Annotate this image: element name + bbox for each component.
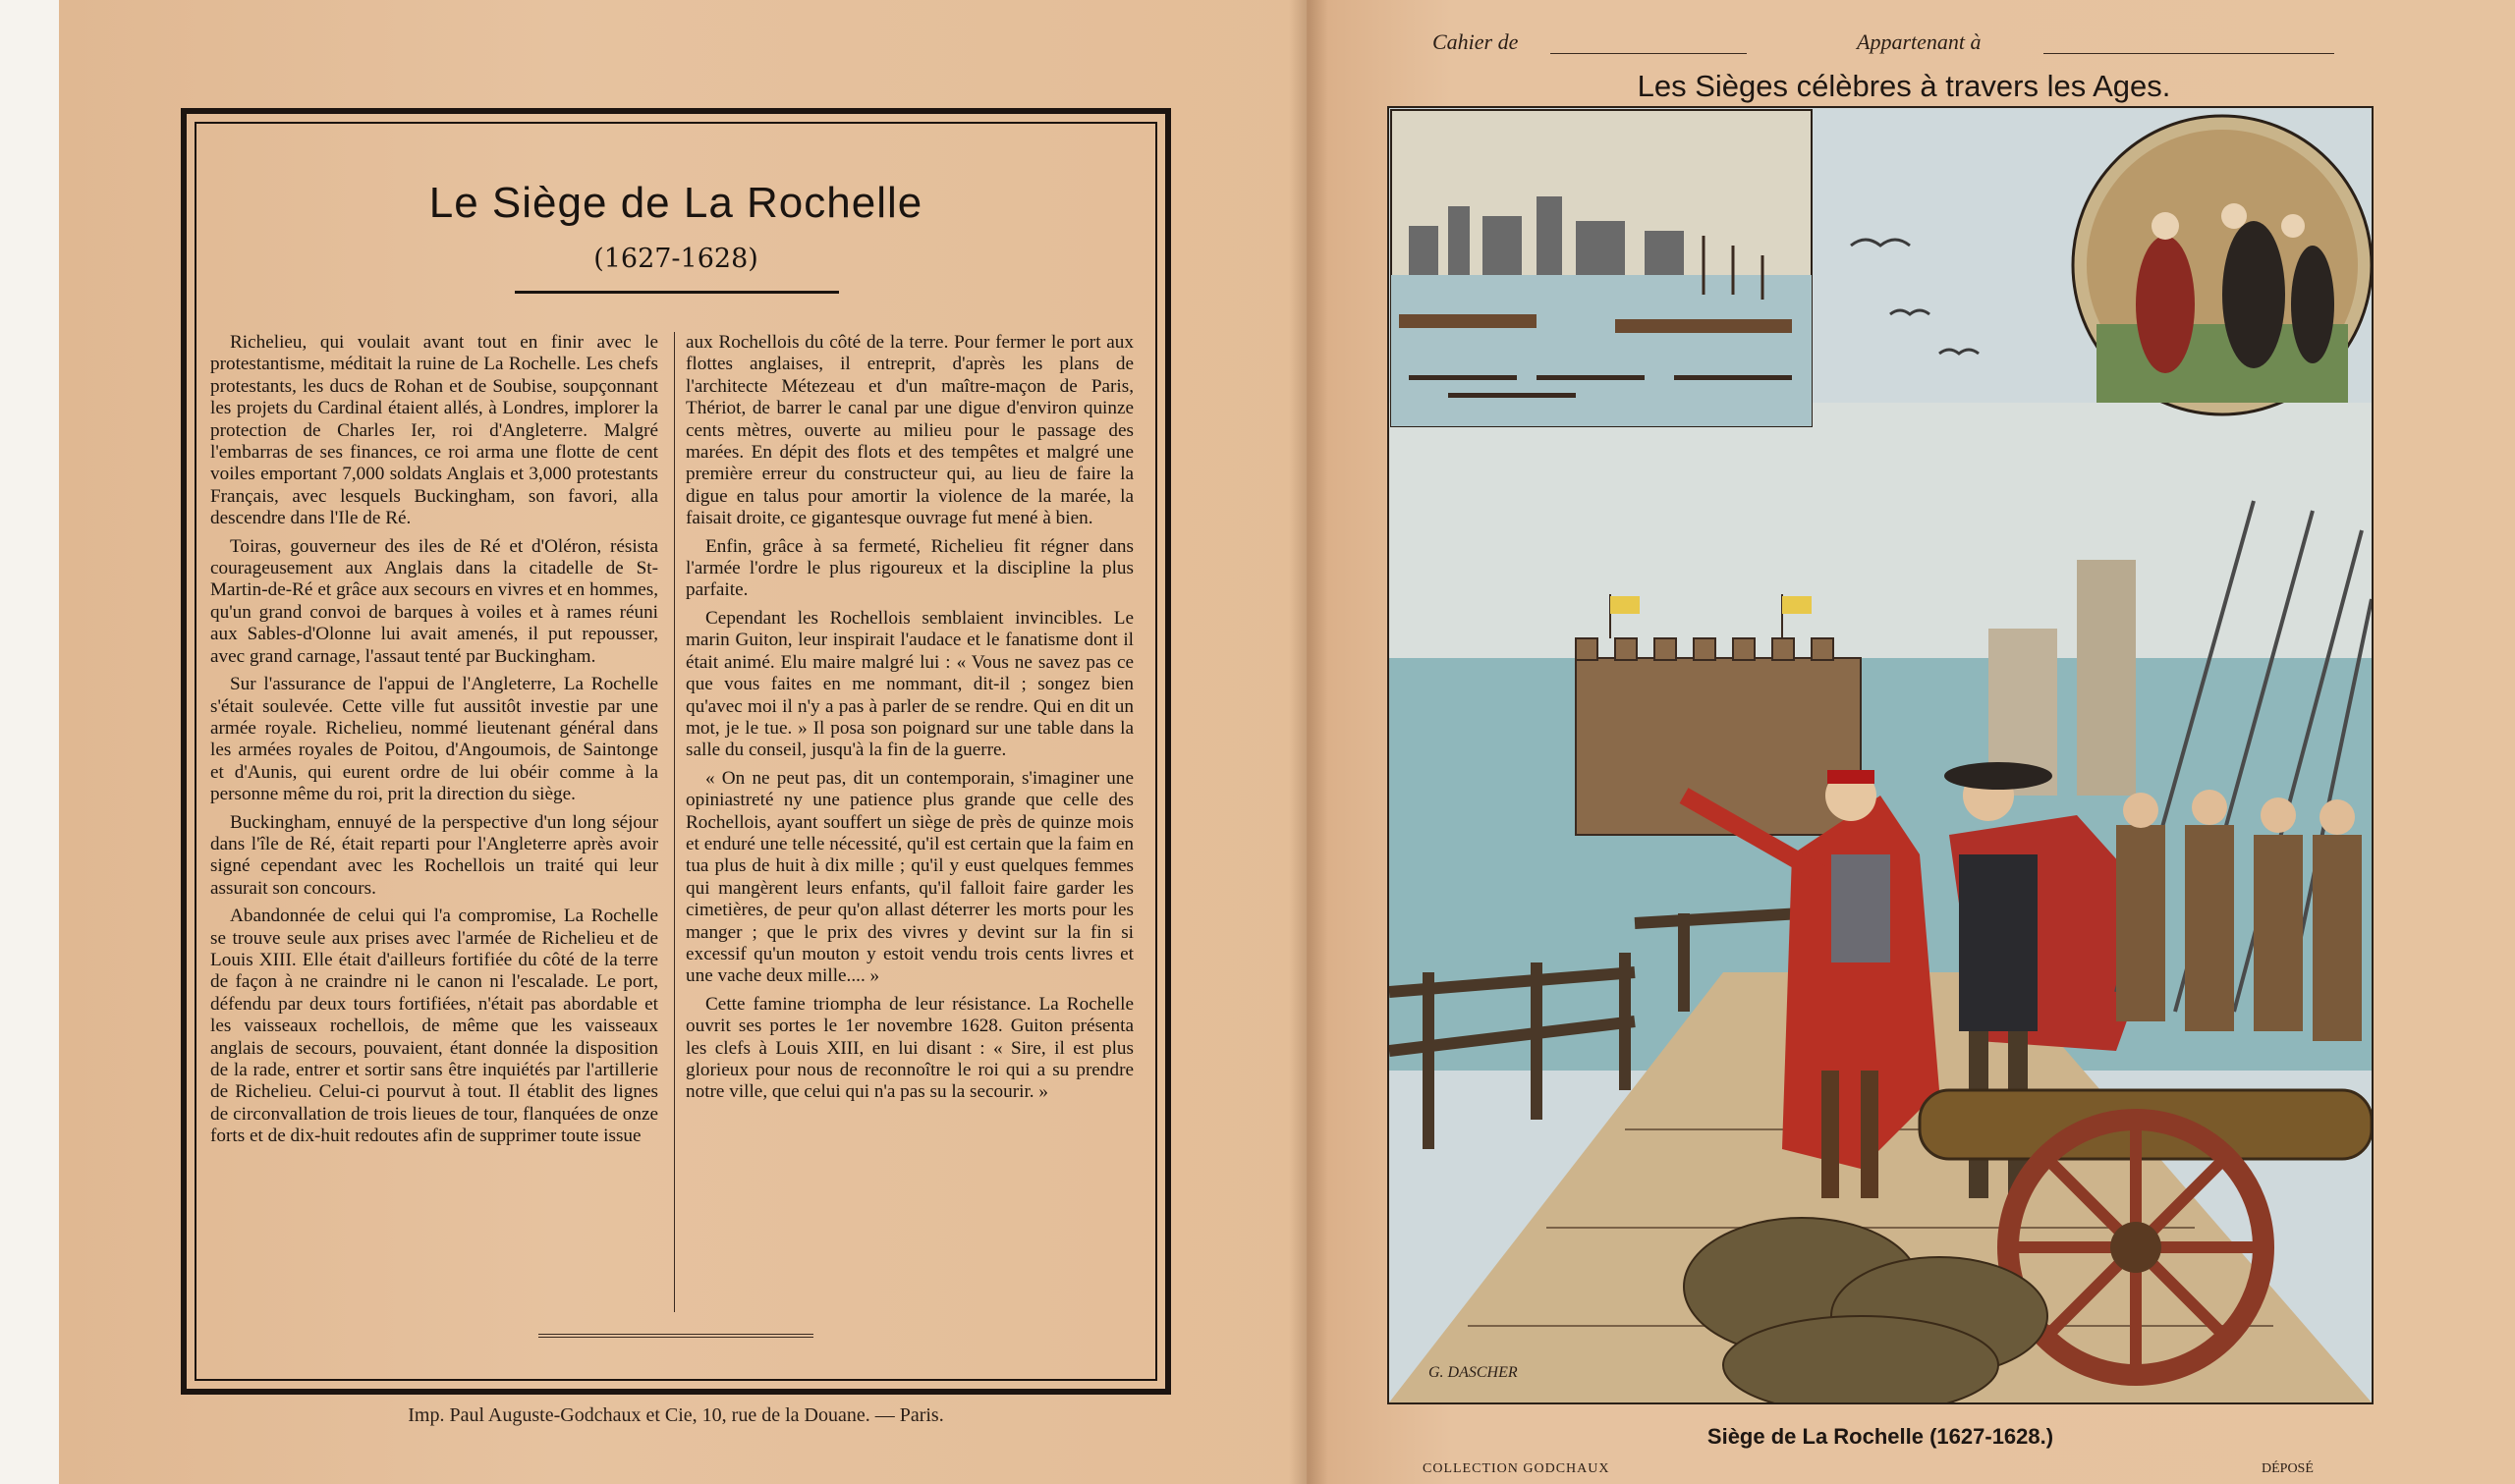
depose-label: DÉPOSÉ xyxy=(2262,1461,2314,1476)
series-title: Les Sièges célèbres à travers les Ages. xyxy=(1637,69,2171,103)
paragraph: Cependant les Rochellois semblaient invincibles. Le marin Guiton, leur inspirait l'audace et le fanatisme dont il était animé. Elu maire malgré lui : « Vous ne savez pas ce que vous faites en me nommant, dit-il ; songez bien qu'avec moi il n'y a pas à parler de se rendre. Qui en dit un mot, je le tue. » Il posa son poignard sur une table dans la salle du conseil, jusqu'à la fin de la guerre. xyxy=(686,607,1134,761)
cahier-blank-line[interactable] xyxy=(1550,53,1747,54)
printer-imprint: Imp. Paul Auguste-Godchaux et Cie, 10, rue de la Douane. — Paris. xyxy=(408,1404,944,1426)
cover-illustration xyxy=(1387,106,2374,1404)
paragraph: Toiras, gouverneur des iles de Ré et d'Oléron, résista courageusement aux Anglais dans la citadelle de St-Martin-de-Ré et grâce aux secours en vivres et en hommes, qu'un grand convoi de barques à voiles et à rames réuni aux Sables-d'Olonne lui avait amenés, il put repousser, avec grand carnage, l'assaut tenté par Buckingham. xyxy=(210,535,658,667)
text-column-right xyxy=(686,332,1134,1110)
story-dates: (1627-1628) xyxy=(593,244,758,274)
paragraph: aux Rochellois du côté de la terre. Pour fermer le port aux flottes anglaises, il entreprit, d'après les plans de l'architecte Métezeau et d'un maître-maçon de Paris, Thériot, de barrer le canal par une digue d'environ quinze cents mètres, ouverte au milieu pour le passage des marées. En dépit des flots et des tempêtes et malgré une première erreur du constructeur qui, au lieu de faire la digue en talus pour amortir la violence de la marée, la faisait droite, ce gigantesque ouvrage fut mené à bien. xyxy=(686,332,1134,529)
owner-label: Appartenant à xyxy=(1857,29,1982,54)
title-rule xyxy=(515,291,839,294)
owner-line xyxy=(1432,29,2336,69)
paragraph: Cette famine triompha de leur résistance. La Rochelle ouvrit ses portes le 1er novembre 1628. Guiton présenta les clefs à Louis XIII, en lui disant : « Sire, il est plus glorieux pour nous de reconnoître le roi qui a su prendre notre ville, que celui qui n'a pas su la secourir. » xyxy=(686,993,1134,1103)
paragraph: Enfin, grâce à sa fermeté, Richelieu fit régner dans l'armée l'ordre le plus rigoureux et la discipline la plus parfaite. xyxy=(686,535,1134,601)
collection-label: COLLECTION GODCHAUX xyxy=(1423,1461,1610,1476)
paragraph: « On ne peut pas, dit un contemporain, s'imaginer une opiniastreté ny une patience plus grande que celle des Rochellois, ayant souffert un siège de près de quinze mois et enduré une telle nécessité, qu'il est certain que la faim en tua plus de huit à dix mille ; qu'il y eust quelques femmes qui mangèrent leurs enfants, qu'il falloit faire garder les cimetières, de peur qu'on allast déterrer les morts pour les manger ; que le prix des vivres y devint sur la fin si excessif qu'un mouton y estoit vendu trois cents livres et une vache deux mille.... » xyxy=(686,767,1134,987)
artist-signature: G. DASCHER xyxy=(1428,1364,1518,1381)
paragraph: Richelieu, qui voulait avant tout en finir avec le protestantisme, méditait la ruine de La Rochelle. Les chefs protestants, les ducs de Rohan et de Soubise, soupçonnant les projets du Cardinal étaient allés, à Londres, implorer la protection de Charles Ier, roi d'Angleterre. Malgré l'embarras de ses finances, ce roi arma une flotte de cent voiles emportant 7,000 soldats Anglais et 3,000 protestants Français, avec lesquels Buckingham, son favori, alla descendre dans l'Ile de Ré. xyxy=(210,332,658,529)
story-title: Le Siège de La Rochelle xyxy=(428,179,923,227)
column-divider xyxy=(674,332,675,1312)
paragraph: Buckingham, ennuyé de la perspective d'un long séjour dans l'île de Ré, était reparti pour l'Angleterre après avoir signé cependant avec les Rochellois un traité qui leur assurait son concours. xyxy=(210,811,658,899)
paragraph: Sur l'assurance de l'appui de l'Angleterre, La Rochelle s'était soulevée. Cette ville fut aussitôt investie par une armée royale. Richelieu, nommé lieutenant général dans les armées royales de Poitou, d'Angoumois, de Saintonge et d'Aunis, qui eurent ordre de lui obéir comme à la personne même du roi, prit la direction du siège. xyxy=(210,674,658,805)
illustration-caption: Siège de La Rochelle (1627-1628.) xyxy=(1706,1424,2054,1449)
paragraph: Abandonnée de celui qui l'a compromise, La Rochelle se trouve seule aux prises avec l'armée de Richelieu et de Louis XIII. Elle était d'ailleurs fortifiée du côté de la terre de façon à ne craindre ni le canon ni l'escalade. Le port, défendu par deux tours fortifiées, n'était pas abordable et les vaisseaux rochellois, de même que les vaisseaux anglais de secours, pouvaient, étant donnée la disposition de la rade, entrer et sortir sans être inquiétés par l'artillerie de Richelieu. Celui-ci pourvut à tout. Il établit des lignes de circonvallation de trois lieues de tour, flanquées de onze forts et de dix-huit redoutes afin de supprimer toute issue xyxy=(210,906,658,1147)
owner-blank-line[interactable] xyxy=(2043,53,2334,54)
text-column-left xyxy=(210,332,658,1154)
end-ornament-rule xyxy=(538,1334,813,1338)
center-fold xyxy=(1289,0,1328,1484)
cahier-label: Cahier de xyxy=(1432,29,1519,54)
siege-illustration-svg xyxy=(1389,108,2372,1402)
